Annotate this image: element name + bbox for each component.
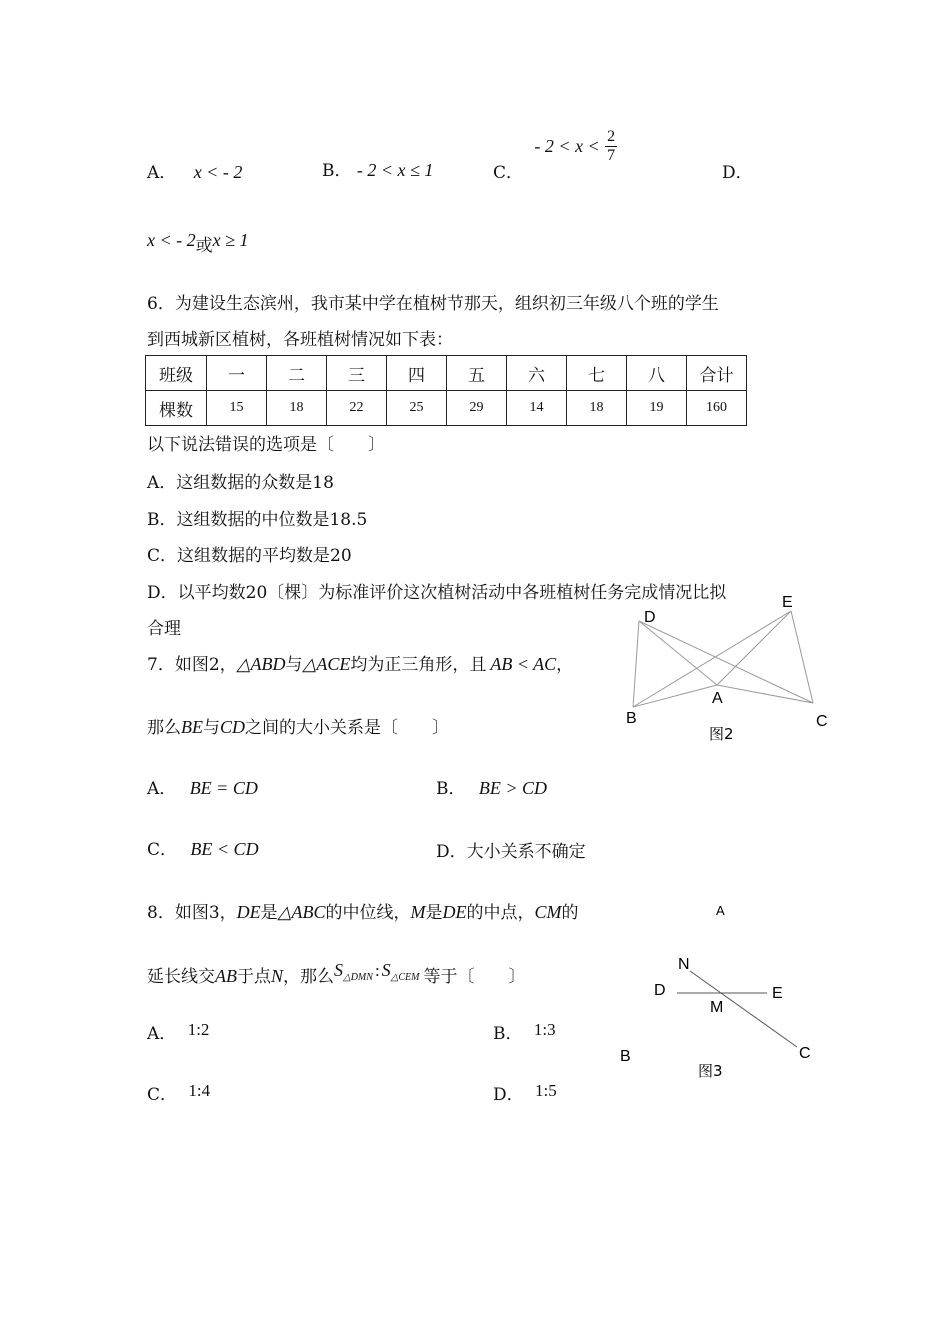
q7-triangle-1: △ABD — [236, 654, 286, 674]
q7-comma: ， — [556, 655, 574, 675]
q6-question: 以下说法错误的选项是〔 〕 — [147, 435, 385, 455]
q5-option-b[interactable] — [322, 156, 433, 181]
fig3-caption: 图3 — [698, 1062, 723, 1080]
table-cell: 19 — [627, 391, 687, 426]
fig3-label-N: N — [678, 956, 690, 973]
fig3-label-C: C — [799, 1045, 811, 1062]
q5-option-d-expr[interactable] — [147, 226, 249, 256]
q8-option-b-label: B． — [493, 1024, 523, 1044]
q8-n: N — [271, 966, 284, 986]
table-cell: 八 — [627, 356, 687, 391]
q5-option-c[interactable] — [493, 128, 617, 183]
table-cell: 班级 — [146, 356, 207, 391]
fig2-label-D: D — [644, 609, 656, 626]
q5-option-a-label: A． — [147, 163, 177, 183]
table-cell: 五 — [447, 356, 507, 391]
q7-stem-pre: 7．如图2， — [147, 655, 237, 675]
q8-s2: S — [381, 960, 391, 980]
q6-option-b[interactable]: B．这组数据的中位数是18.5 — [147, 510, 368, 530]
q5-option-c-expr: - 2 < x < — [534, 136, 600, 156]
q8-option-b[interactable] — [493, 1019, 556, 1044]
q7-option-c[interactable] — [147, 835, 259, 860]
fig2-segment-AE — [717, 611, 791, 685]
table-cell: 三 — [327, 356, 387, 391]
q7-option-a-expr: BE = CD — [189, 778, 258, 798]
fig3-label-D: D — [654, 982, 666, 999]
q8-ab: AB — [215, 966, 237, 986]
fig3-segment-NC — [690, 971, 797, 1047]
table-cell: 29 — [447, 391, 507, 426]
q8-de: DE — [236, 902, 261, 922]
q8-option-d-label: D． — [493, 1085, 524, 1105]
q8-option-b-expr: 1:3 — [533, 1020, 556, 1039]
q8-cm: CM — [534, 902, 562, 922]
q5-option-d-expr-1: x < - 2 — [147, 230, 196, 250]
q8-option-a[interactable] — [147, 1019, 209, 1044]
q8-de3: 的 — [561, 903, 579, 923]
q8-option-c[interactable] — [147, 1080, 210, 1105]
table-cell: 25 — [387, 391, 447, 426]
q5-option-b-expr: - 2 < x ≤ 1 — [356, 160, 434, 180]
table-cell: 一 — [207, 356, 267, 391]
q8-option-d-expr: 1:5 — [535, 1081, 557, 1100]
q7-option-b-label: B． — [436, 779, 466, 799]
q6-option-d-cont: 合理 — [147, 619, 181, 639]
q7-stem-line-1 — [147, 650, 573, 675]
q6-option-a[interactable]: A．这组数据的众数是18 — [147, 473, 334, 493]
q7-option-c-expr: BE < CD — [190, 839, 259, 859]
q8-de2: DE — [442, 902, 467, 922]
q7-line2-post: 之间的大小关系是〔 〕 — [245, 718, 450, 738]
q7-triangle-2: △ACE — [302, 654, 351, 674]
q8-colon: : — [374, 961, 380, 980]
table-cell: 14 — [507, 391, 567, 426]
table-cell: 七 — [567, 356, 627, 391]
q8-line2-pre: 延长线交 — [147, 967, 215, 987]
q6-stem-line-2: 到西城新区植树，各班植树情况如下表： — [147, 330, 453, 350]
q5-option-d-or: 或 — [195, 236, 213, 256]
table-cell: 160 — [687, 391, 747, 426]
table-cell: 22 — [327, 391, 387, 426]
q8-option-a-expr: 1:2 — [187, 1020, 210, 1039]
q8-m: M — [410, 902, 426, 922]
q5-option-a[interactable] — [147, 158, 242, 183]
fig2-segment-EC — [791, 611, 813, 703]
q8-shi: 是 — [260, 903, 278, 923]
fig3-label-M: M — [710, 999, 724, 1016]
q6-data-table — [145, 355, 747, 426]
q8-triangle: △ABC — [277, 902, 326, 922]
table-cell: 18 — [567, 391, 627, 426]
q5-option-d-expr-2: x ≥ 1 — [212, 230, 249, 250]
q6-stem-line-1: 6．为建设生态滨州，我市某中学在植树节那天，组织初三年级八个班的学生 — [147, 294, 719, 314]
table-cell: 四 — [387, 356, 447, 391]
q8-sub2: △CEM — [390, 972, 420, 983]
q8-sub1: △DMN — [343, 972, 373, 983]
q8-stem-pre: 8．如图3， — [147, 903, 237, 923]
fig3-label-A: A — [716, 903, 725, 918]
q7-line2-mid: 与 — [203, 718, 220, 738]
q7-condition: AB < AC — [490, 654, 557, 674]
fig2-label-E: E — [782, 595, 793, 611]
q6-option-c[interactable]: C．这组数据的平均数是20 — [147, 546, 352, 566]
fig2-label-C: C — [816, 713, 828, 730]
q7-option-a-label: A． — [147, 779, 177, 799]
fraction-denominator: 7 — [607, 147, 616, 164]
table-cell: 二 — [267, 356, 327, 391]
fig2-caption: 图2 — [709, 725, 734, 743]
fig3-label-E: E — [772, 985, 783, 1002]
q5-option-b-label: B． — [322, 161, 352, 181]
table-cell: 15 — [207, 391, 267, 426]
table-cell: 合计 — [687, 356, 747, 391]
q8-option-d[interactable] — [493, 1080, 557, 1105]
q7-cd: CD — [220, 717, 246, 737]
q7-option-a[interactable] — [147, 774, 258, 799]
q8-line2-mid2: ，那么 — [283, 967, 335, 987]
table-cell: 18 — [267, 391, 327, 426]
table-cell: 六 — [507, 356, 567, 391]
fig2-segment-DA — [639, 621, 717, 685]
figure-2 — [615, 595, 845, 755]
fig3-label-B: B — [620, 1048, 631, 1065]
fig2-segment-AC — [717, 685, 813, 703]
q5-option-a-expr: x < - 2 — [193, 162, 243, 182]
q7-option-b-expr: BE > CD — [478, 778, 548, 798]
q8-option-c-label: C． — [147, 1085, 178, 1105]
fig2-segment-BA — [633, 685, 717, 707]
q7-line2-pre: 那么 — [147, 718, 181, 738]
q6-option-d[interactable]: D．以平均数20〔棵〕为标准评价这次植树活动中各班植树任务完成情况比拟 — [147, 583, 727, 603]
figure-3 — [605, 895, 835, 1090]
fraction-numerator: 2 — [607, 128, 616, 145]
q7-option-b[interactable] — [436, 774, 547, 799]
q5-option-c-fraction — [605, 128, 617, 165]
fig2-segment-DC — [639, 621, 813, 703]
q8-option-a-label: A． — [147, 1024, 177, 1044]
q5-option-c-label: C． — [493, 163, 524, 183]
q7-stem-mid: 均为正三角形，且 — [350, 655, 487, 675]
q8-option-c-expr: 1:4 — [188, 1081, 211, 1100]
table-header-row — [146, 356, 747, 391]
fig2-segment-DB — [633, 621, 639, 707]
q7-stem-line-2 — [147, 713, 449, 738]
q7-option-d[interactable]: D．大小关系不确定 — [436, 842, 586, 862]
q8-s1: S — [334, 960, 344, 980]
q7-option-c-label: C． — [147, 840, 178, 860]
q8-line2-mid: 于点 — [237, 967, 271, 987]
q8-stem-line-1 — [147, 898, 578, 923]
q7-be: BE — [181, 717, 203, 737]
q8-mid: 的中位线， — [325, 903, 411, 923]
q5-option-d-label[interactable]: D． — [722, 163, 753, 183]
q8-mid2: 的中点， — [466, 903, 535, 923]
q8-stem-line-2 — [147, 962, 525, 987]
table-row — [146, 391, 747, 426]
q7-yu: 与 — [285, 655, 303, 675]
table-cell: 棵数 — [146, 391, 207, 426]
q8-shi2: 是 — [425, 903, 443, 923]
fig2-label-B: B — [626, 710, 637, 727]
fig2-label-A: A — [712, 690, 723, 707]
q8-line2-post: 等于〔 〕 — [423, 967, 526, 987]
